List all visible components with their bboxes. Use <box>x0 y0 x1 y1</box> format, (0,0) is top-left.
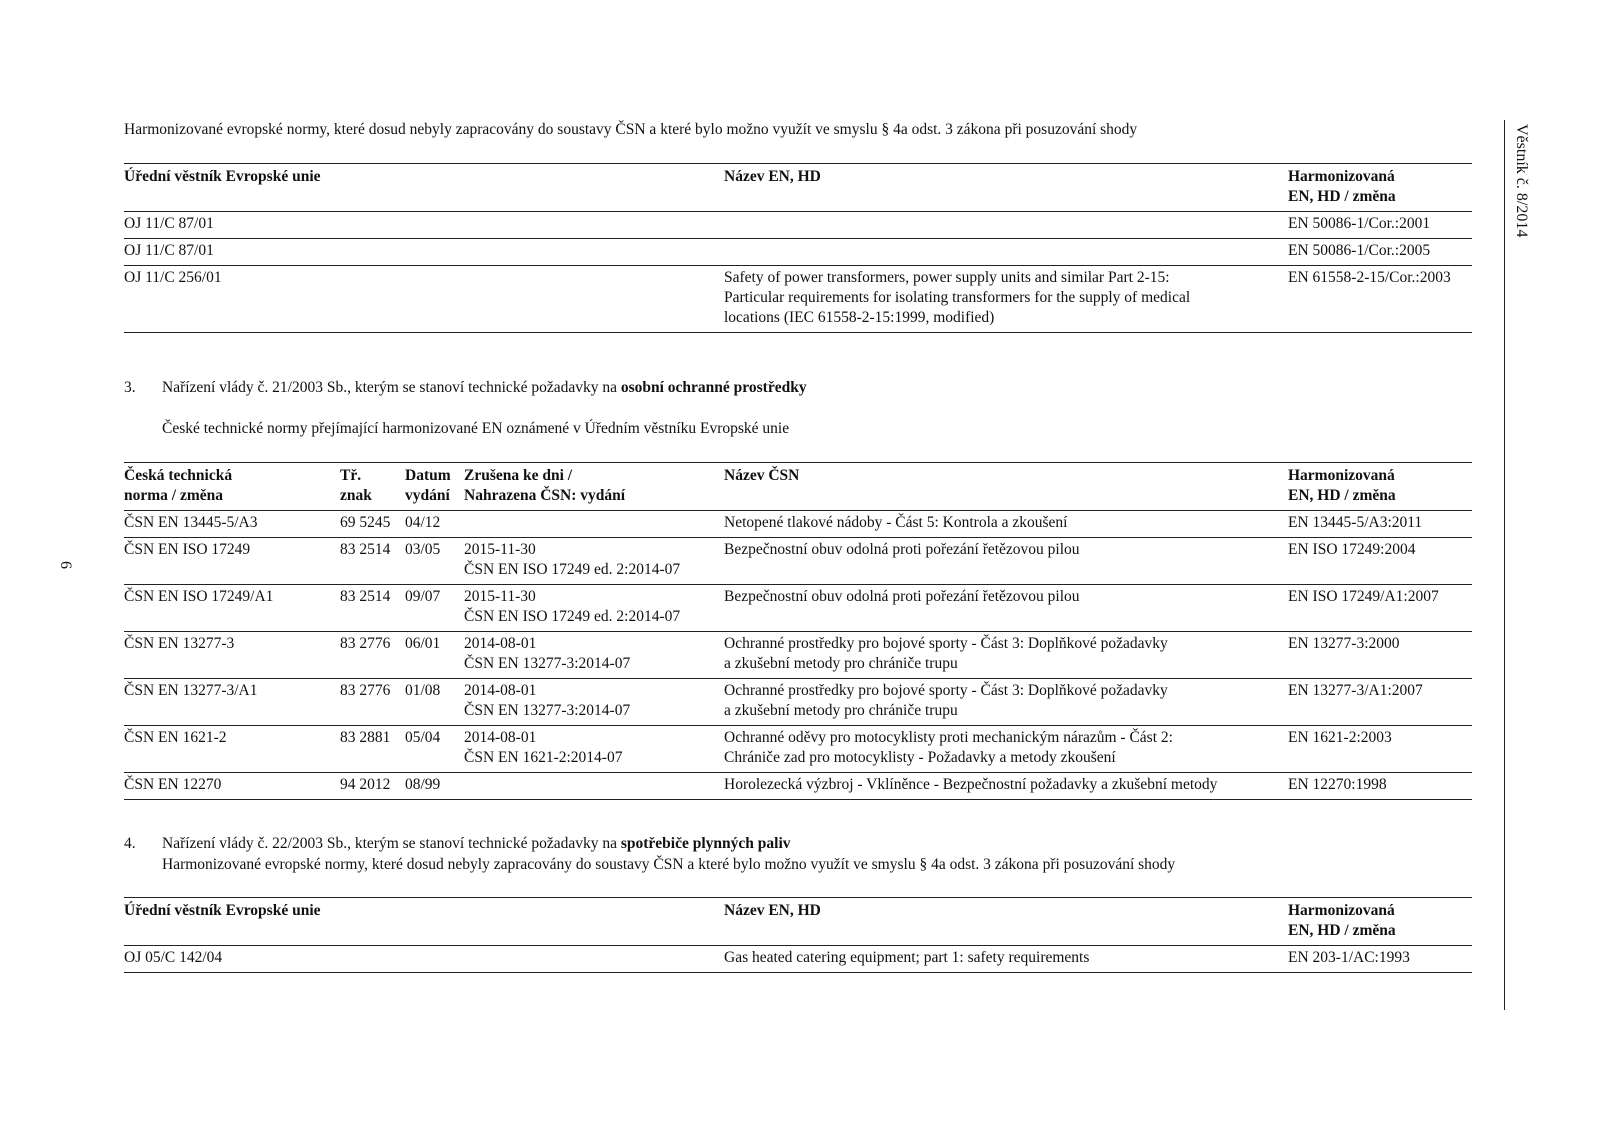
cell-name <box>724 239 1288 266</box>
col-header-harm: Harmonizovaná EN, HD / změna <box>1288 463 1472 511</box>
cell-name: Netopené tlakové nádoby - Část 5: Kontrola a zkoušení <box>724 511 1288 538</box>
cell-date: 09/07 <box>405 585 464 632</box>
cell-harm: EN 1621-2:2003 <box>1288 726 1472 773</box>
cell-date: 08/99 <box>405 773 464 800</box>
cell-name: Bezpečnostní obuv odolná proti pořezání řetězovou pilou <box>724 538 1288 585</box>
cell-oj: OJ 11/C 256/01 <box>124 266 724 333</box>
cell-date: 06/01 <box>405 632 464 679</box>
cell-class: 83 2881 <box>340 726 405 773</box>
top-intro: Harmonizované evropské normy, které dosud nebyly zapracovány do soustavy ČSN a které bylo možno využít ve smyslu § 4a odst. 3 zákona při posuzování shody <box>124 121 1138 138</box>
section-4-subheading: Harmonizované evropské normy, které dosud nebyly zapracovány do soustavy ČSN a které bylo možno využít ve smyslu § 4a odst. 3 zákona při posuzování shody <box>162 856 1176 873</box>
section-3-subheading: České technické normy přejímající harmonizované EN oznámené v Úředním věstníku Evropské unie <box>162 420 790 437</box>
cell-name: Horolezecká výzbroj - Vklíněnce - Bezpečnostní požadavky a zkušební metody <box>724 773 1288 800</box>
cell-class: 83 2514 <box>340 585 405 632</box>
cell-norm: ČSN EN 1621-2 <box>124 726 340 773</box>
cell-replaced <box>464 511 724 538</box>
cell-name: Ochranné prostředky pro bojové sporty - Část 3: Doplňkové požadavky a zkušební metody pro chrániče trupu <box>724 679 1288 726</box>
cell-harm: EN 12270:1998 <box>1288 773 1472 800</box>
cell-harm: EN 50086-1/Cor.:2001 <box>1288 212 1472 239</box>
col-header-name: Název EN, HD <box>724 898 1288 946</box>
table-row <box>124 538 1472 585</box>
col-header-oj: Úřední věstník Evropské unie <box>124 898 724 946</box>
cell-oj: OJ 11/C 87/01 <box>124 212 724 239</box>
cell-replaced <box>464 773 724 800</box>
cell-date: 03/05 <box>405 538 464 585</box>
table-row <box>124 511 1472 538</box>
cell-class: 83 2776 <box>340 632 405 679</box>
cell-harm: EN ISO 17249:2004 <box>1288 538 1472 585</box>
section-3-table <box>124 462 1472 800</box>
cell-norm: ČSN EN ISO 17249/A1 <box>124 585 340 632</box>
section-4-heading: Nařízení vlády č. 22/2003 Sb., kterým se stanoví technické požadavky na spotřebiče plynných paliv <box>162 835 791 852</box>
section-4-number: 4. <box>124 835 136 852</box>
col-header-oj: Úřední věstník Evropské unie <box>124 164 724 212</box>
cell-class: 69 5245 <box>340 511 405 538</box>
cell-norm: ČSN EN 13277-3/A1 <box>124 679 340 726</box>
table-row <box>124 212 1472 239</box>
cell-oj: OJ 05/C 142/04 <box>124 946 724 973</box>
cell-harm: EN 203-1/AC:1993 <box>1288 946 1472 973</box>
cell-harm: EN ISO 17249/A1:2007 <box>1288 585 1472 632</box>
col-header-norm: Česká technická norma / změna <box>124 463 340 511</box>
cell-harm: EN 13277-3/A1:2007 <box>1288 679 1472 726</box>
table-row <box>124 585 1472 632</box>
col-header-name: Název EN, HD <box>724 164 1288 212</box>
cell-replaced: 2015-11-30 ČSN EN ISO 17249 ed. 2:2014-07 <box>464 538 724 585</box>
table-row <box>124 239 1472 266</box>
section-4-table <box>124 897 1472 973</box>
cell-harm: EN 13445-5/A3:2011 <box>1288 511 1472 538</box>
cell-harm: EN 13277-3:2000 <box>1288 632 1472 679</box>
page-number: 6 <box>57 561 74 569</box>
table-row <box>124 632 1472 679</box>
cell-name: Safety of power transformers, power supply units and similar Part 2-15: Particular requirements for isolating transformers for the supply of medical locations (IEC 61558-2-15:1999, modified) <box>724 266 1288 333</box>
cell-date: 05/04 <box>405 726 464 773</box>
col-header-date: Datum vydání <box>405 463 464 511</box>
cell-replaced: 2014-08-01 ČSN EN 13277-3:2014-07 <box>464 679 724 726</box>
col-header-harm: Harmonizovaná EN, HD / změna <box>1288 898 1472 946</box>
cell-name: Gas heated catering equipment; part 1: safety requirements <box>724 946 1288 973</box>
col-header-harm: Harmonizovaná EN, HD / změna <box>1288 164 1472 212</box>
cell-harm: EN 50086-1/Cor.:2005 <box>1288 239 1472 266</box>
table-row <box>124 726 1472 773</box>
cell-date: 01/08 <box>405 679 464 726</box>
table-row <box>124 266 1472 333</box>
col-header-name: Název ČSN <box>724 463 1288 511</box>
cell-norm: ČSN EN 13445-5/A3 <box>124 511 340 538</box>
cell-name: Ochranné oděvy pro motocyklisty proti mechanickým nárazům - Část 2: Chrániče zad pro motocyklisty - Požadavky a metody zkoušení <box>724 726 1288 773</box>
cell-replaced: 2014-08-01 ČSN EN 13277-3:2014-07 <box>464 632 724 679</box>
side-rule <box>1504 120 1505 1010</box>
cell-class: 83 2776 <box>340 679 405 726</box>
cell-norm: ČSN EN ISO 17249 <box>124 538 340 585</box>
table-row <box>124 679 1472 726</box>
cell-replaced: 2014-08-01 ČSN EN 1621-2:2014-07 <box>464 726 724 773</box>
table-row <box>124 773 1472 800</box>
cell-class: 94 2012 <box>340 773 405 800</box>
table-row <box>124 946 1472 973</box>
col-header-replaced: Zrušena ke dni / Nahrazena ČSN: vydání <box>464 463 724 511</box>
cell-oj: OJ 11/C 87/01 <box>124 239 724 266</box>
cell-harm: EN 61558-2-15/Cor.:2003 <box>1288 266 1472 333</box>
cell-replaced: 2015-11-30 ČSN EN ISO 17249 ed. 2:2014-07 <box>464 585 724 632</box>
running-title: Věstník č. 8/2014 <box>1513 124 1530 238</box>
cell-name: Ochranné prostředky pro bojové sporty - Část 3: Doplňkové požadavky a zkušební metody pro chrániče trupu <box>724 632 1288 679</box>
section-3-heading: Nařízení vlády č. 21/2003 Sb., kterým se stanoví technické požadavky na osobní ochranné prostředky <box>162 379 807 396</box>
cell-name: Bezpečnostní obuv odolná proti pořezání řetězovou pilou <box>724 585 1288 632</box>
cell-norm: ČSN EN 12270 <box>124 773 340 800</box>
col-header-class: Tř. znak <box>340 463 405 511</box>
cell-name <box>724 212 1288 239</box>
cell-class: 83 2514 <box>340 538 405 585</box>
cell-norm: ČSN EN 13277-3 <box>124 632 340 679</box>
cell-date: 04/12 <box>405 511 464 538</box>
top-table <box>124 163 1472 333</box>
section-3-number: 3. <box>124 379 136 396</box>
